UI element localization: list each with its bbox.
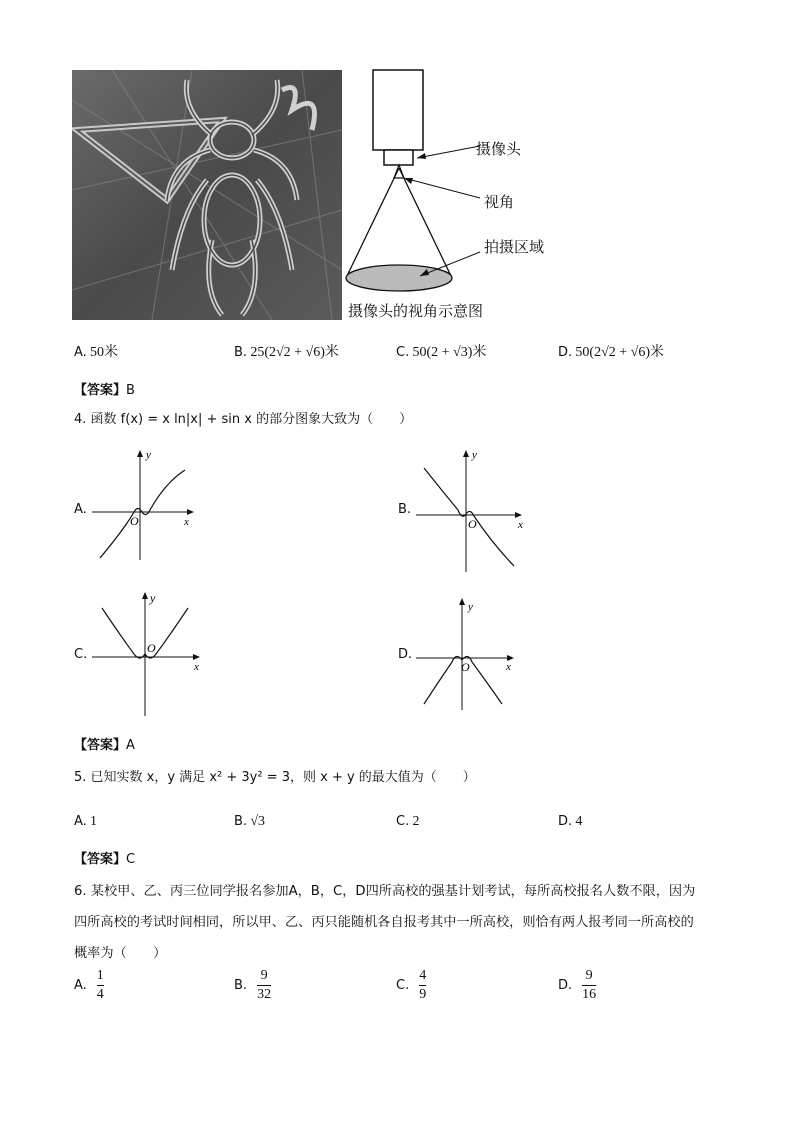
- answer-tag: 【答案】: [74, 383, 127, 398]
- option-letter: C.: [396, 345, 410, 360]
- option-text: 1: [90, 814, 98, 829]
- q4-graph-c-letter: C.: [74, 647, 88, 662]
- answer-tag: 【答案】: [74, 738, 127, 753]
- q4-stem: 4. 函数 f(x) = x ln|x| + sin x 的部分图象大致为（ ）: [74, 412, 413, 427]
- x-axis-label: x: [506, 661, 511, 673]
- q6-stem-line-2: 四所高校的考试时间相同，所以甲、乙、丙只能随机各自报考其中一所高校，则恰有两人报考同一所高校的: [74, 915, 694, 930]
- option-letter: B.: [234, 978, 248, 993]
- origin-label: O: [461, 660, 470, 674]
- camera-view-angle-diagram: [342, 68, 545, 298]
- option-letter: D.: [558, 345, 573, 360]
- q4-answer: [74, 734, 135, 753]
- option-letter: D.: [558, 978, 573, 993]
- q5-option-c: [396, 812, 419, 831]
- q4-graph-c: [90, 590, 210, 718]
- denominator: 9: [419, 987, 427, 1002]
- option-letter: B.: [234, 814, 248, 829]
- q3-option-c: [396, 343, 486, 362]
- origin-label: O: [147, 641, 156, 655]
- option-letter: C.: [396, 978, 410, 993]
- q4-graph-d: [414, 596, 524, 712]
- numerator: 9: [585, 968, 593, 983]
- q5-stem: 5. 已知实数 x，y 满足 x² + 3y² = 3，则 x + y 的最大值为（ ）: [74, 770, 476, 785]
- answer-value: C: [126, 852, 136, 867]
- q6-stem-line-1: 6. 某校甲、乙、丙三位同学报名参加A，B，C，D四所高校的强基计划考试，每所高校报名人数不限，因为: [74, 884, 696, 899]
- camera-label: 摄像头: [476, 140, 522, 158]
- option-letter: A.: [74, 345, 87, 360]
- origin-label: O: [130, 514, 139, 528]
- q6-stem-line-3: 概率为（ ）: [74, 946, 167, 961]
- q6-option-a: [74, 968, 104, 1003]
- q5-option-a: [74, 812, 97, 831]
- camera-diagram-svg: [342, 68, 545, 298]
- option-letter: C.: [396, 814, 410, 829]
- q6-option-b: [234, 968, 271, 1003]
- shooting-area-ellipse: [346, 265, 452, 291]
- numerator: 9: [260, 968, 268, 983]
- x-axis-label: x: [194, 661, 199, 673]
- q3-answer: [74, 379, 135, 398]
- q5-answer: [74, 848, 135, 867]
- q4-graph-a: [90, 448, 200, 564]
- diagram-caption: 摄像头的视角示意图: [348, 302, 484, 320]
- q4-graph-b: [414, 448, 529, 574]
- q4-graph-d-letter: D.: [398, 647, 413, 662]
- option-letter: D.: [558, 814, 573, 829]
- q4-graph-a-letter: A.: [74, 502, 87, 517]
- shooting-area-label: 拍摄区域: [484, 238, 545, 256]
- option-text: 2: [412, 814, 420, 829]
- origin-label: O: [468, 517, 477, 531]
- q6-option-d: [558, 968, 596, 1003]
- y-axis-label: y: [150, 591, 156, 605]
- fraction: [257, 968, 271, 1003]
- option-text: 50米: [90, 345, 119, 360]
- q3-option-a: [74, 343, 118, 362]
- spider-geoglyph-photo: [72, 70, 342, 320]
- camera-lens: [384, 150, 413, 165]
- fraction: [97, 968, 104, 1003]
- option-letter: B.: [234, 345, 248, 360]
- denominator: 32: [257, 987, 272, 1002]
- answer-tag: 【答案】: [74, 852, 127, 867]
- q3-option-b: [234, 343, 339, 362]
- option-text: 4: [575, 814, 583, 829]
- answer-value: B: [126, 383, 135, 398]
- view-angle-label: 视角: [484, 193, 515, 211]
- numerator: 1: [96, 968, 104, 983]
- answer-value: A: [126, 738, 135, 753]
- option-text: 50(2√2 + √6)米: [575, 345, 664, 360]
- denominator: 4: [96, 987, 104, 1002]
- q5-option-b: [234, 812, 265, 831]
- q5-option-d: [558, 812, 582, 831]
- fraction: [419, 968, 426, 1003]
- camera-body: [373, 70, 423, 150]
- q4-graph-b-letter: B.: [398, 502, 412, 517]
- option-text: √3: [250, 814, 265, 829]
- q6-option-c: [396, 968, 426, 1003]
- denominator: 16: [582, 987, 597, 1002]
- q3-option-d: [558, 343, 664, 362]
- spider-geoglyph-image: [72, 70, 342, 320]
- option-letter: A.: [74, 814, 87, 829]
- x-axis-label: x: [184, 516, 189, 528]
- y-axis-label: y: [468, 601, 473, 613]
- option-text: 25(2√2 + √6)米: [250, 345, 339, 360]
- option-text: 50(2 + √3)米: [412, 345, 487, 360]
- option-letter: A.: [74, 978, 87, 993]
- numerator: 4: [419, 968, 427, 983]
- y-axis-label: y: [146, 449, 151, 461]
- y-axis-label: y: [472, 449, 477, 461]
- x-axis-label: x: [518, 519, 523, 531]
- fraction: [582, 968, 596, 1003]
